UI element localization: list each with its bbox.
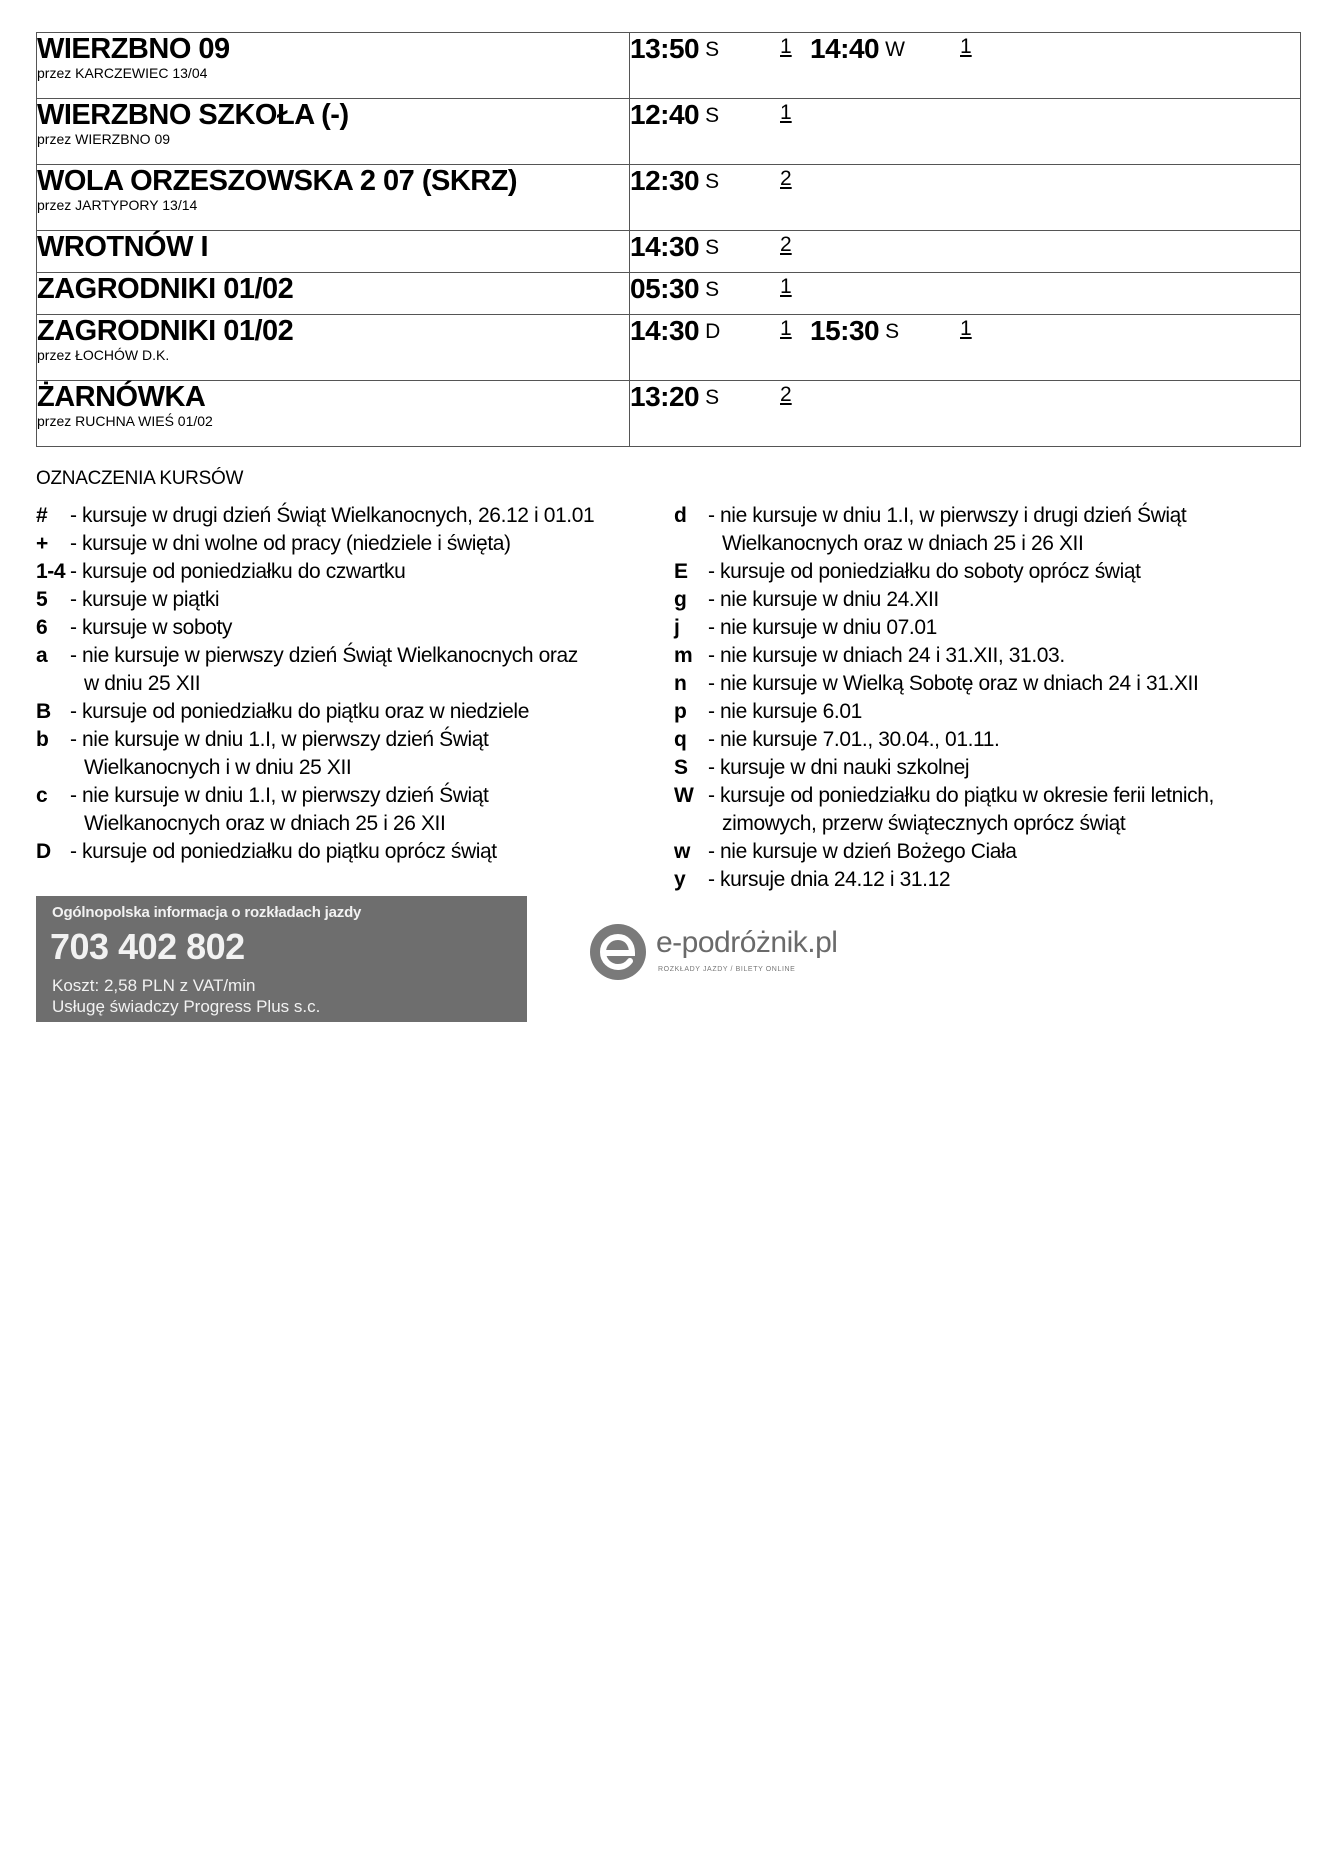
legend-code: E <box>674 560 688 583</box>
table-row <box>37 273 1301 315</box>
departure-time: 12:30 <box>630 165 700 196</box>
legend-item <box>674 642 1304 670</box>
departure <box>630 99 810 131</box>
departure <box>630 315 810 347</box>
departure-time: 14:40 <box>810 33 880 64</box>
table-row <box>37 33 1301 99</box>
e-letter-icon <box>590 924 646 980</box>
legend-text: - kursuje w drugi dzień Świąt Wielkanocnych, 26.12 i 01.01 <box>70 504 595 527</box>
departure-time: 13:50 <box>630 33 700 64</box>
departure-time: 13:20 <box>630 381 700 412</box>
departure-mark: W <box>885 38 905 61</box>
destination-name: ZAGRODNIKI 01/02 <box>37 315 294 347</box>
legend-code: B <box>36 700 51 723</box>
legend-item <box>674 502 1304 558</box>
legend-item <box>674 698 1304 726</box>
legend-left-column <box>36 502 656 866</box>
table-row <box>37 315 1301 381</box>
destination-via: przez RUCHNA WIEŚ 01/02 <box>37 413 213 429</box>
destination-via: przez JARTYPORY 13/14 <box>37 197 198 213</box>
destination-name: ŻARNÓWKA <box>37 381 206 413</box>
legend-item <box>674 614 1304 642</box>
destination-cell <box>37 381 630 447</box>
legend-item <box>36 726 656 782</box>
destination-cell <box>37 273 630 315</box>
legend-text: Wielkanocnych oraz w dniach 25 i 26 XII <box>84 812 446 835</box>
table-row <box>37 165 1301 231</box>
table-row <box>37 99 1301 165</box>
info-heading: Ogólnopolska informacja o rozkładach jazdy <box>52 904 362 921</box>
departure-count: 2 <box>780 383 792 406</box>
legend-text: - kursuje w piątki <box>70 588 220 611</box>
legend-text: zimowych, przerw świątecznych oprócz świąt <box>722 812 1126 835</box>
legend-item <box>36 558 656 586</box>
departure-count: 1 <box>780 101 792 124</box>
legend-item <box>36 782 656 838</box>
legend-item <box>36 838 656 866</box>
departures-table <box>36 32 1301 447</box>
info-hotline-box <box>36 896 527 1022</box>
departures-table-body <box>37 33 1301 447</box>
departure-time: 15:30 <box>810 315 880 346</box>
legend-text: - nie kursuje w dzień Bożego Ciała <box>708 840 1017 863</box>
legend-item <box>674 782 1304 838</box>
e-podroznik-logo <box>590 924 890 994</box>
legend-code: c <box>36 784 48 807</box>
departure-count: 2 <box>780 233 792 256</box>
legend-text: - kursuje od poniedziałku do czwartku <box>70 560 406 583</box>
destination-cell <box>37 99 630 165</box>
legend-item <box>674 726 1304 754</box>
legend-item <box>36 586 656 614</box>
table-row <box>37 381 1301 447</box>
departure-mark: S <box>705 104 720 127</box>
legend-item <box>36 642 656 698</box>
legend-code: j <box>674 616 680 639</box>
departure-count: 1 <box>780 317 792 340</box>
legend-text: - nie kursuje w dniach 24 i 31.XII, 31.03. <box>708 644 1065 667</box>
destination-name: WOLA ORZESZOWSKA 2 07 (SKRZ) <box>37 165 518 197</box>
departure <box>630 231 810 263</box>
legend-item <box>674 670 1304 698</box>
legend-code: 6 <box>36 616 48 639</box>
legend-text: Wielkanocnych i w dniu 25 XII <box>84 756 352 779</box>
departure <box>810 33 990 65</box>
departures-cell <box>630 381 1301 447</box>
destination-cell <box>37 165 630 231</box>
departures-cell <box>630 231 1301 273</box>
legend-text: - kursuje w soboty <box>70 616 233 639</box>
legend-text: - kursuje od poniedziałku do soboty oprócz świąt <box>708 560 1141 583</box>
legend-text: w dniu 25 XII <box>84 672 201 695</box>
legend-code: D <box>36 840 51 863</box>
departure-mark: S <box>885 320 900 343</box>
departure <box>630 33 810 65</box>
legend-text: - kursuje od poniedziałku do piątku oprócz świąt <box>70 840 497 863</box>
departure <box>810 315 990 347</box>
legend-item <box>36 530 656 558</box>
departure-mark: S <box>705 38 720 61</box>
legend-text: - kursuje dnia 24.12 i 31.12 <box>708 868 951 891</box>
departure-time: 12:40 <box>630 99 700 130</box>
destination-name: ZAGRODNIKI 01/02 <box>37 273 294 305</box>
legend-code: g <box>674 588 687 611</box>
legend-code: n <box>674 672 687 695</box>
info-phone-number[interactable]: 703 402 802 <box>50 926 245 967</box>
departure-count: 1 <box>960 317 972 340</box>
legend-item <box>674 866 1304 894</box>
departure-mark: D <box>705 320 721 343</box>
legend-text: - nie kursuje w pierwszy dzień Świąt Wielkanocnych oraz <box>70 644 578 667</box>
departure-count: 1 <box>780 275 792 298</box>
legend-text: - nie kursuje w dniu 07.01 <box>708 616 937 639</box>
departures-cell <box>630 33 1301 99</box>
destination-cell <box>37 315 630 381</box>
legend-text: - nie kursuje w Wielką Sobotę oraz w dniach 24 i 31.XII <box>708 672 1199 695</box>
legend-code: m <box>674 644 693 667</box>
legend-code: d <box>674 504 687 527</box>
departures-cell <box>630 99 1301 165</box>
legend-text: - nie kursuje 7.01., 30.04., 01.11. <box>708 728 1000 751</box>
legend-text: - nie kursuje w dniu 1.I, w pierwszy dzień Świąt <box>70 728 489 751</box>
departure-count: 2 <box>780 167 792 190</box>
legend-title: OZNACZENIA KURSÓW <box>36 468 244 489</box>
departures-cell <box>630 165 1301 231</box>
legend-code: y <box>674 868 686 891</box>
departure-mark: S <box>705 236 720 259</box>
legend-text: - kursuje od poniedziałku do piątku oraz w niedziele <box>70 700 529 723</box>
destination-cell <box>37 33 630 99</box>
departures-cell <box>630 315 1301 381</box>
destination-via: przez ŁOCHÓW D.K. <box>37 347 170 363</box>
legend-code: W <box>674 784 694 807</box>
legend-text: - kursuje w dni wolne od pracy (niedziele i święta) <box>70 532 511 555</box>
legend-item <box>674 754 1304 782</box>
legend-item <box>36 502 656 530</box>
departure-mark: S <box>705 386 720 409</box>
departures-cell <box>630 273 1301 315</box>
table-row <box>37 231 1301 273</box>
legend-code: 1-4 <box>36 560 66 583</box>
departure <box>630 273 810 305</box>
departure-time: 05:30 <box>630 273 700 304</box>
legend-code: q <box>674 728 687 751</box>
legend-text: - kursuje od poniedziałku do piątku w okresie ferii letnich, <box>708 784 1214 807</box>
legend-code: 5 <box>36 588 48 611</box>
legend-text: - kursuje w dni nauki szkolnej <box>708 756 970 779</box>
legend-text: - nie kursuje w dniu 24.XII <box>708 588 939 611</box>
legend-code: p <box>674 700 687 723</box>
logo-subtext: ROZKŁADY JAZDY / BILETY ONLINE <box>658 966 796 973</box>
departure-time: 14:30 <box>630 315 700 346</box>
legend-text: - nie kursuje w dniu 1.I, w pierwszy dzień Świąt <box>70 784 489 807</box>
destination-cell <box>37 231 630 273</box>
legend-text: - nie kursuje w dniu 1.I, w pierwszy i drugi dzień Świąt <box>708 504 1187 527</box>
legend-item <box>36 698 656 726</box>
legend-code: # <box>36 504 48 527</box>
logo-text: e-podróżnik.pl <box>656 926 838 959</box>
legend-code: + <box>36 532 48 555</box>
info-provider: Usługę świadczy Progress Plus s.c. <box>52 997 321 1016</box>
destination-via: przez WIERZBNO 09 <box>37 131 171 147</box>
departure-time: 14:30 <box>630 231 700 262</box>
legend-right-column <box>674 502 1304 894</box>
legend-code: S <box>674 756 688 779</box>
legend-text: - nie kursuje 6.01 <box>708 700 862 723</box>
departure-mark: S <box>705 278 720 301</box>
destination-name: WIERZBNO SZKOŁA (-) <box>37 99 349 131</box>
legend-item <box>36 614 656 642</box>
departure <box>630 165 810 197</box>
info-cost: Koszt: 2,58 PLN z VAT/min <box>52 976 256 995</box>
legend-code: w <box>674 840 690 863</box>
departure <box>630 381 810 413</box>
legend-item <box>674 838 1304 866</box>
departure-count: 1 <box>780 35 792 58</box>
legend-item <box>674 558 1304 586</box>
legend-code: a <box>36 644 48 667</box>
legend-text: Wielkanocnych oraz w dniach 25 i 26 XII <box>722 532 1084 555</box>
legend-code: b <box>36 728 49 751</box>
destination-name: WROTNÓW I <box>37 231 209 263</box>
departure-count: 1 <box>960 35 972 58</box>
destination-via: przez KARCZEWIEC 13/04 <box>37 65 208 81</box>
legend-item <box>674 586 1304 614</box>
departure-mark: S <box>705 170 720 193</box>
destination-name: WIERZBNO 09 <box>37 33 230 65</box>
